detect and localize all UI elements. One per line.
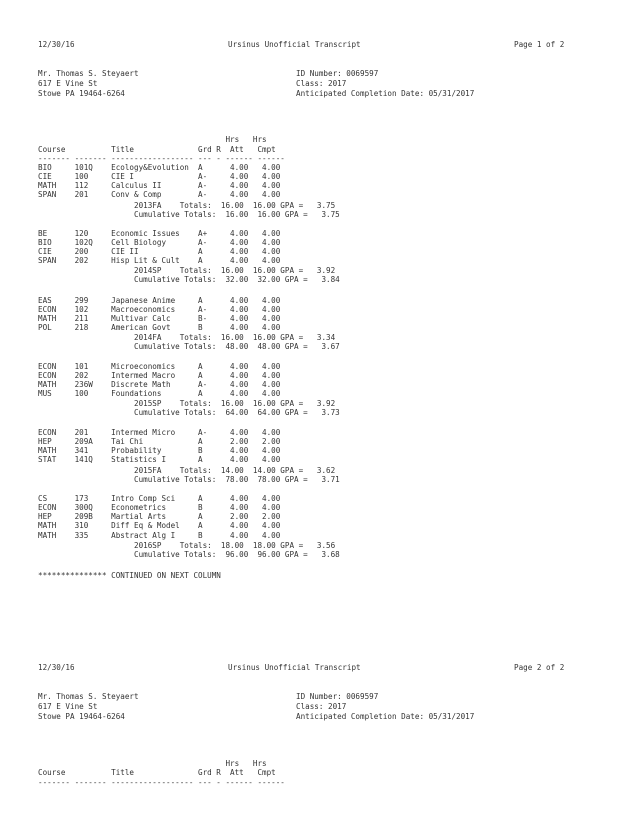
- course-row: STAT 141Q Statistics I A 4.00 4.00: [38, 455, 281, 464]
- table-header-columns: Course Title Grd R Att Cmpt: [38, 768, 276, 777]
- course-row: ECON 101 Microeconomics A 4.00 4.00: [38, 362, 281, 371]
- cumulative-totals: Cumulative Totals: 64.00 64.00 GPA = 3.73: [38, 408, 340, 417]
- course-row: BIO 101Q Ecology&Evolution A 4.00 4.00: [38, 163, 281, 172]
- course-row: ECON 201 Intermed Micro A- 4.00 4.00: [38, 428, 281, 437]
- term-totals: 2015SP Totals: 16.00 16.00 GPA = 3.92: [38, 399, 336, 408]
- street-address: 617 E Vine St: [38, 702, 98, 711]
- page-number: Page 2 of 2: [514, 663, 565, 672]
- city-state-zip: Stowe PA 19464-6264: [38, 89, 125, 98]
- course-row: ECON 300Q Econometrics B 4.00 4.00: [38, 503, 281, 512]
- course-row: HEP 209B Martial Arts A 2.00 2.00: [38, 512, 281, 521]
- course-row: SPAN 202 Hisp Lit & Cult A 4.00 4.00: [38, 256, 281, 265]
- document-title: Ursinus Unofficial Transcript: [228, 663, 361, 672]
- course-row: CS 173 Intro Comp Sci A 4.00 4.00: [38, 494, 281, 503]
- print-date: 12/30/16: [38, 40, 75, 49]
- term-totals: 2014SP Totals: 16.00 16.00 GPA = 3.92: [38, 266, 336, 275]
- course-row: ECON 202 Intermed Macro A 4.00 4.00: [38, 371, 281, 380]
- course-row: MATH 310 Diff Eq & Model A 4.00 4.00: [38, 521, 281, 530]
- class-year: Class: 2017: [296, 702, 347, 711]
- id-number: ID Number: 0069597: [296, 692, 379, 701]
- class-year: Class: 2017: [296, 79, 347, 88]
- cumulative-totals: Cumulative Totals: 96.00 96.00 GPA = 3.68: [38, 550, 340, 559]
- document-title: Ursinus Unofficial Transcript: [228, 40, 361, 49]
- term-totals: 2014FA Totals: 16.00 16.00 GPA = 3.34: [38, 333, 336, 342]
- street-address: 617 E Vine St: [38, 79, 98, 88]
- cumulative-totals: Cumulative Totals: 48.00 48.00 GPA = 3.67: [38, 342, 340, 351]
- term-totals: 2016SP Totals: 18.00 18.00 GPA = 3.56: [38, 541, 336, 550]
- course-row: ECON 102 Macroeconomics A- 4.00 4.00: [38, 305, 281, 314]
- term-totals: 2015FA Totals: 14.00 14.00 GPA = 3.62: [38, 466, 336, 475]
- course-row: HEP 209A Tai Chi A 2.00 2.00: [38, 437, 281, 446]
- term-totals: 2013FA Totals: 16.00 16.00 GPA = 3.75: [38, 201, 336, 210]
- course-row: MATH 236W Discrete Math A- 4.00 4.00: [38, 380, 281, 389]
- id-number: ID Number: 0069597: [296, 69, 379, 78]
- cumulative-totals: Cumulative Totals: 16.00 16.00 GPA = 3.75: [38, 210, 340, 219]
- course-row: BE 120 Economic Issues A+ 4.00 4.00: [38, 229, 281, 238]
- table-header-rule: ------- ------- ------------------ --- - ------ ------: [38, 778, 285, 787]
- student-name: Mr. Thomas S. Steyaert: [38, 69, 139, 78]
- course-row: EAS 299 Japanese Anime A 4.00 4.00: [38, 296, 281, 305]
- table-header-rule: ------- ------- ------------------ --- - ------ ------: [38, 154, 285, 163]
- course-row: BIO 102Q Cell Biology A- 4.00 4.00: [38, 238, 281, 247]
- print-date: 12/30/16: [38, 663, 75, 672]
- course-row: MATH 211 Multivar Calc B- 4.00 4.00: [38, 314, 281, 323]
- table-header-hrs: Hrs Hrs: [38, 135, 267, 144]
- course-row: MUS 100 Foundations A 4.00 4.00: [38, 389, 281, 398]
- completion-date: Anticipated Completion Date: 05/31/2017: [296, 712, 475, 721]
- course-row: POL 218 American Govt B 4.00 4.00: [38, 323, 281, 332]
- course-row: CIE 200 CIE II A 4.00 4.00: [38, 247, 281, 256]
- page-number: Page 1 of 2: [514, 40, 565, 49]
- completion-date: Anticipated Completion Date: 05/31/2017: [296, 89, 475, 98]
- table-header-columns: Course Title Grd R Att Cmpt: [38, 145, 276, 154]
- course-row: MATH 335 Abstract Alg I B 4.00 4.00: [38, 531, 281, 540]
- student-name: Mr. Thomas S. Steyaert: [38, 692, 139, 701]
- course-row: MATH 341 Probability B 4.00 4.00: [38, 446, 281, 455]
- table-header-hrs: Hrs Hrs: [38, 759, 267, 768]
- city-state-zip: Stowe PA 19464-6264: [38, 712, 125, 721]
- course-row: MATH 112 Calculus II A- 4.00 4.00: [38, 181, 281, 190]
- continued-notice: *************** CONTINUED ON NEXT COLUMN: [38, 571, 221, 580]
- course-row: CIE 100 CIE I A- 4.00 4.00: [38, 172, 281, 181]
- course-row: SPAN 201 Conv & Comp A- 4.00 4.00: [38, 190, 281, 199]
- cumulative-totals: Cumulative Totals: 32.00 32.00 GPA = 3.84: [38, 275, 340, 284]
- cumulative-totals: Cumulative Totals: 78.00 78.00 GPA = 3.71: [38, 475, 340, 484]
